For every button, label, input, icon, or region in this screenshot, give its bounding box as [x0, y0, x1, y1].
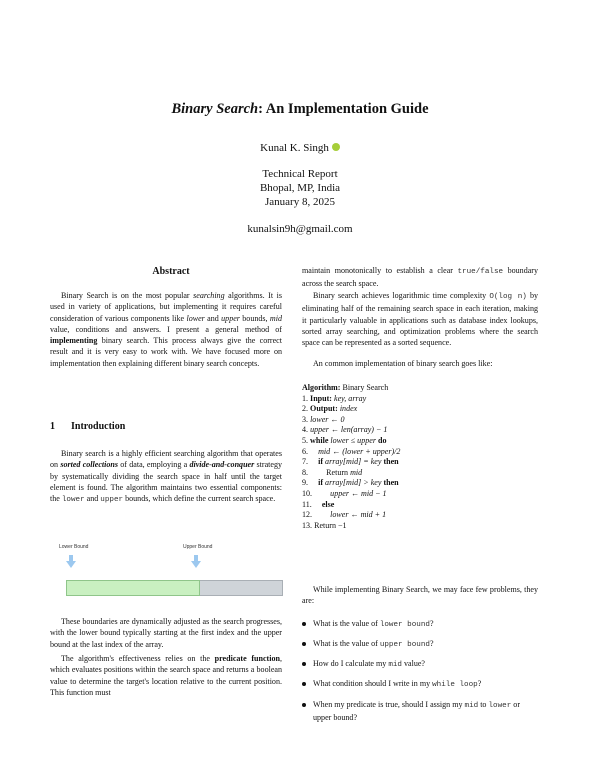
algorithm-line: 10. upper ← mid − 1: [302, 488, 387, 498]
algorithm-line: 9. if array[mid] > key then: [302, 478, 399, 488]
list-item-text: When my predicate is true, should I assign my mid to lower or upper bound?: [313, 700, 520, 723]
bullet-icon: [302, 662, 306, 666]
bullet-icon: [302, 703, 306, 707]
paper-title: Binary Search: An Implementation Guide: [171, 101, 429, 117]
search-space-bar-active: [66, 580, 200, 596]
lower-bound-label: Lower Bound: [59, 544, 89, 550]
algorithm-line: 6. mid ← (lower + upper)/2: [302, 446, 401, 456]
affiliation-line1: Technical Report: [262, 168, 338, 180]
algorithm-line: 7. if array[mid] = key then: [302, 457, 399, 467]
upper-bound-arrow-icon: [191, 555, 201, 569]
algorithm-title: Algorithm: Binary Search: [302, 383, 389, 392]
bounds-figure: [50, 540, 282, 600]
author-name: Kunal K. Singh: [260, 142, 329, 154]
intro-paragraph-3: The algorithm's effectiveness relies on the predicate function, which evaluates positions within the search space and returns a boolean value to determine the target's location relative to the current position. This function must: [50, 654, 282, 697]
section-heading-introduction: 1 Introduction: [50, 421, 126, 432]
col2-paragraph-3: While implementing Binary Search, we may face few problems, they are:: [302, 585, 538, 606]
search-space-bar-inactive: [200, 580, 283, 596]
affiliation-line2: Bhopal, MP, India: [259, 182, 341, 194]
list-item-text: What condition should I write in my while loop?: [313, 679, 482, 689]
bullet-icon: [302, 642, 306, 646]
col2-paragraph-0: maintain monotonically to establish a clear true/false boundary across the search space.: [302, 266, 538, 289]
algorithm-line: 13. Return −1: [302, 520, 347, 530]
algorithm-lines: [302, 394, 538, 532]
abstract-body: Binary Search is on the most popular searching algorithms. It is used in variety of applications, but implementing it requires careful consideration of various components like lower and upper bounds, mid value, conditions and answers. I present a general method of implementing binary search. This process always give the correct result and it is very easy to work with. We have focused more on implementation then explaining different binary search concepts.: [50, 291, 282, 368]
algorithm-line: 12. lower ← mid + 1: [302, 510, 387, 520]
algorithm-line: 11. else: [302, 499, 335, 509]
bullet-icon: [302, 682, 306, 686]
author-line: [0, 142, 600, 154]
col2-paragraph-1: Binary search achieves logarithmic time complexity O(log n) by eliminating half of the remaining search space in each iteration, making it particularly valuable in applications such as database index lookups, sorted array searching, and optimization problems where the search space can be represented as a sorted sequence.: [302, 291, 538, 348]
algorithm-line: 2. Output: index: [302, 404, 358, 414]
author-email: kunalsin9h@gmail.com: [247, 223, 353, 235]
algorithm-line: 8. Return mid: [302, 467, 363, 477]
intro-paragraph-2: These boundaries are dynamically adjusted as the search progresses, with the lower bound typically starting at the first index and the upper bound at the last index of the array.: [50, 617, 282, 649]
problems-list: [302, 618, 538, 728]
algorithm-block: [302, 383, 538, 531]
bullet-icon: [302, 622, 306, 626]
list-item-text: What is the value of lower bound?: [313, 619, 434, 629]
algorithm-line: 3. lower ← 0: [302, 414, 345, 424]
list-item-text: What is the value of upper bound?: [313, 639, 434, 649]
intro-paragraph-1: Binary search is a highly efficient searching algorithm that operates on sorted collections of data, employing a divide-and-conquer strategy by systematically dividing the search space in half until the target element is found. The algorithm maintains two essential components: the lower and upper bounds, which define the current search space.: [50, 449, 282, 505]
algorithm-line: 4. upper ← len(array) − 1: [302, 425, 388, 435]
lower-bound-arrow-icon: [66, 555, 76, 569]
col2-paragraph-2: An common implementation of binary search goes like:: [313, 359, 493, 368]
upper-bound-label: Upper Bound: [183, 544, 213, 550]
orcid-icon[interactable]: [332, 143, 340, 151]
algorithm-line: 1. Input: key, array: [302, 393, 367, 403]
list-item-text: How do I calculate my mid value?: [313, 659, 425, 669]
affiliation-date: January 8, 2025: [265, 196, 335, 208]
abstract-heading: Abstract: [152, 266, 190, 277]
algorithm-line: 5. while lower ≤ upper do: [302, 435, 387, 445]
